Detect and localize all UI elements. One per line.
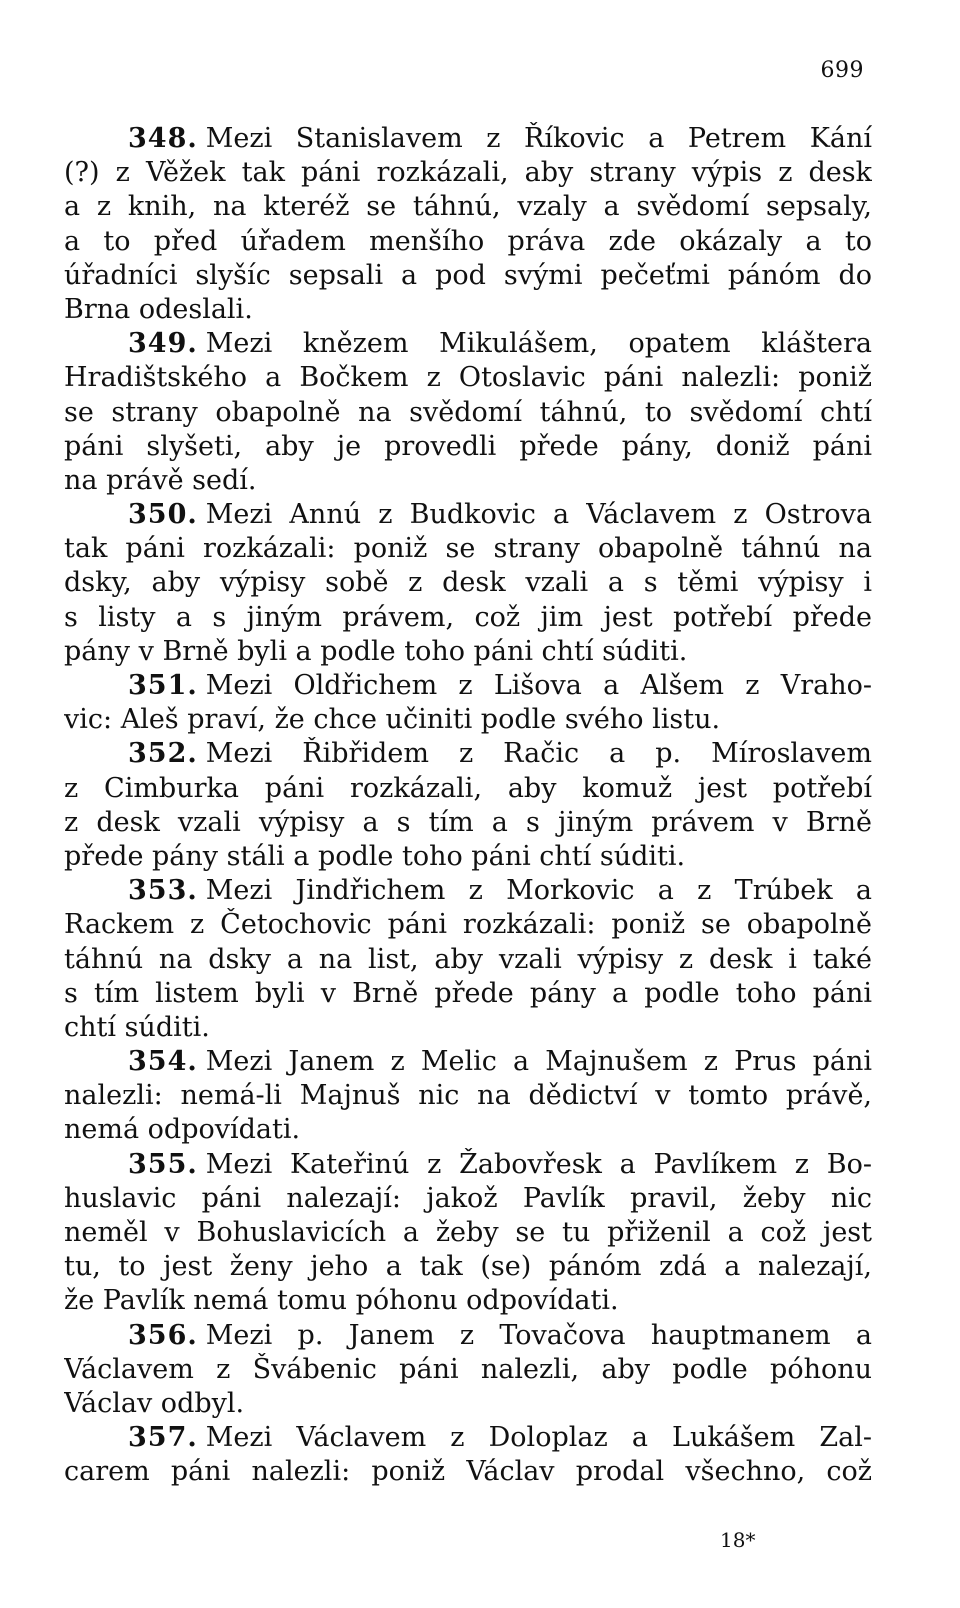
text-line	[64, 977, 872, 1011]
text-line	[64, 259, 872, 293]
text-line	[64, 225, 872, 259]
paragraph	[64, 327, 872, 498]
line-text: na právě sedí.	[64, 464, 257, 496]
line-text: Mezi Václavem z Doloplaz a Lukášem Zal-	[205, 1422, 872, 1454]
line-text: a z knih, na kteréž se táhnú, vzaly a svědomí sepsaly,	[64, 191, 872, 223]
line-text: s tím listem byli v Brně přede pány a podle toho páni	[64, 977, 872, 1009]
line-text: Václavem z Švábenic páni nalezli, aby podle póhonu	[64, 1353, 872, 1385]
text-line	[64, 908, 872, 942]
paragraph	[64, 1421, 872, 1489]
paragraph	[64, 669, 872, 737]
text-line	[64, 1421, 872, 1455]
line-text: Mezi Oldřichem z Lišova a Alšem z Vraho-	[205, 670, 872, 701]
line-text: tu, to jest ženy jeho a tak (se) pánóm zdá a nalezají,	[64, 1251, 872, 1283]
line-text: Mezi p. Janem z Tovačova hauptmanem a	[205, 1319, 872, 1351]
text-line	[64, 669, 872, 703]
line-text: dsky, aby výpisy sobě z desk vzali a s těmi výpisy i	[64, 567, 872, 599]
line-text: z Cimburka páni rozkázali, aby komuž jest potřebí	[64, 772, 872, 804]
text-line	[64, 566, 872, 600]
line-text: neměl v Bohuslavicích a žeby se tu přiženil a což jest	[64, 1217, 872, 1248]
text-line	[64, 1148, 872, 1182]
paragraph-number: 352.	[128, 738, 198, 770]
paragraph-number: 355.	[128, 1148, 198, 1180]
text-line	[64, 1250, 872, 1284]
line-text: z desk vzali výpisy a s tím a s jiným právem v Brně	[64, 806, 872, 838]
line-text: s listy a s jiným právem, což jim jest potřebí přede	[64, 601, 872, 633]
paragraph-number: 350.	[128, 499, 198, 531]
paragraph-number: 356.	[128, 1319, 198, 1351]
line-text: Mezi Jindřichem z Morkovic a z Trúbek a	[205, 875, 872, 907]
text-line	[64, 1387, 872, 1421]
text-line	[64, 464, 872, 498]
line-text: tak páni rozkázali: poniž se strany obapolně táhnú na	[64, 533, 872, 565]
text-line	[64, 430, 872, 464]
line-text: Mezi knězem Mikulášem, opatem kláštera	[205, 328, 872, 360]
text-line	[64, 1011, 872, 1045]
paragraph-number: 349.	[128, 328, 198, 360]
line-text: Mezi Stanislavem z Říkovic a Petrem Kání	[205, 123, 872, 154]
text-line	[64, 840, 872, 874]
paragraph	[64, 122, 872, 327]
line-text: Mezi Řibřidem z Račic a p. Míroslavem	[205, 738, 872, 770]
paragraph	[64, 874, 872, 1045]
line-text: Mezi Annú z Budkovic a Václavem z Ostrova	[205, 499, 872, 531]
line-text: carem páni nalezli: poniž Václav prodal všechno, což	[64, 1456, 872, 1488]
line-text: páni slyšeti, aby je provedli přede pány, doniž páni	[64, 430, 872, 462]
paragraph	[64, 737, 872, 874]
paragraph	[64, 1148, 872, 1319]
line-text: Mezi Janem z Melic a Majnušem z Prus páni	[205, 1046, 872, 1078]
text-line	[64, 874, 872, 908]
paragraph	[64, 1045, 872, 1148]
line-text: přede pány stáli a podle toho páni chtí súditi.	[64, 840, 686, 872]
text-line	[64, 1284, 872, 1318]
body-text	[64, 122, 872, 1490]
line-text: (?) z Věžek tak páni rozkázali, aby strany výpis z desk	[64, 157, 872, 189]
paragraph-number: 353.	[128, 875, 198, 907]
line-text: že Pavlík nemá tomu póhonu odpovídati.	[64, 1285, 619, 1317]
line-text: a to před úřadem menšího práva zde okázaly a to	[64, 225, 872, 257]
line-text: nemá odpovídati.	[64, 1114, 301, 1146]
line-text: úřadníci slyšíc sepsali a pod svými pečeťmi pánóm do	[64, 259, 872, 291]
paragraph	[64, 498, 872, 669]
paragraph-number: 351.	[128, 670, 198, 701]
line-text: Mezi Kateřinú z Žabovřesk a Pavlíkem z Bo-	[205, 1148, 872, 1180]
line-text: táhnú na dsky a na list, aby vzali výpisy z desk i také	[64, 943, 872, 975]
paragraph-number: 357.	[128, 1422, 198, 1454]
line-text: chtí súditi.	[64, 1011, 210, 1043]
line-text: Brna odeslali.	[64, 293, 253, 325]
text-line	[64, 737, 872, 771]
text-line	[64, 1045, 872, 1079]
line-text: vic: Aleš praví, že chce učiniti podle svého listu.	[64, 704, 721, 736]
text-line	[64, 806, 872, 840]
text-line	[64, 943, 872, 977]
text-line	[64, 1216, 872, 1250]
text-line	[64, 361, 872, 395]
text-line	[64, 396, 872, 430]
line-text: se strany obapolně na svědomí táhnú, to svědomí chtí	[64, 396, 872, 428]
text-line	[64, 703, 872, 737]
signature-mark: 18*	[720, 1528, 756, 1552]
text-line	[64, 122, 872, 156]
line-text: pány v Brně byli a podle toho páni chtí súditi.	[64, 635, 688, 667]
text-line	[64, 1319, 872, 1353]
text-line	[64, 498, 872, 532]
line-text: Rackem z Četochovic páni rozkázali: poniž se obapolně	[64, 909, 872, 941]
line-text: Hradištského a Bočkem z Otoslavic páni nalezli: poniž	[64, 362, 872, 394]
text-line	[64, 1353, 872, 1387]
text-line	[64, 190, 872, 224]
text-line	[64, 532, 872, 566]
text-line	[64, 1113, 872, 1147]
paragraph-number: 354.	[128, 1046, 198, 1078]
line-text: huslavic páni nalezají: jakož Pavlík pravil, žeby nic	[64, 1182, 872, 1214]
paragraph-number: 348.	[128, 123, 198, 154]
text-line	[64, 772, 872, 806]
line-text: nalezli: nemá-li Majnuš nic na dědictví v tomto právě,	[64, 1080, 872, 1112]
paragraph	[64, 1319, 872, 1422]
text-line	[64, 327, 872, 361]
text-line	[64, 601, 872, 635]
text-line	[64, 1455, 872, 1489]
line-text: Václav odbyl.	[64, 1387, 245, 1419]
text-line	[64, 293, 872, 327]
text-line	[64, 1079, 872, 1113]
text-line	[64, 635, 872, 669]
text-line	[64, 1182, 872, 1216]
text-line	[64, 156, 872, 190]
page-number: 699	[820, 58, 864, 83]
